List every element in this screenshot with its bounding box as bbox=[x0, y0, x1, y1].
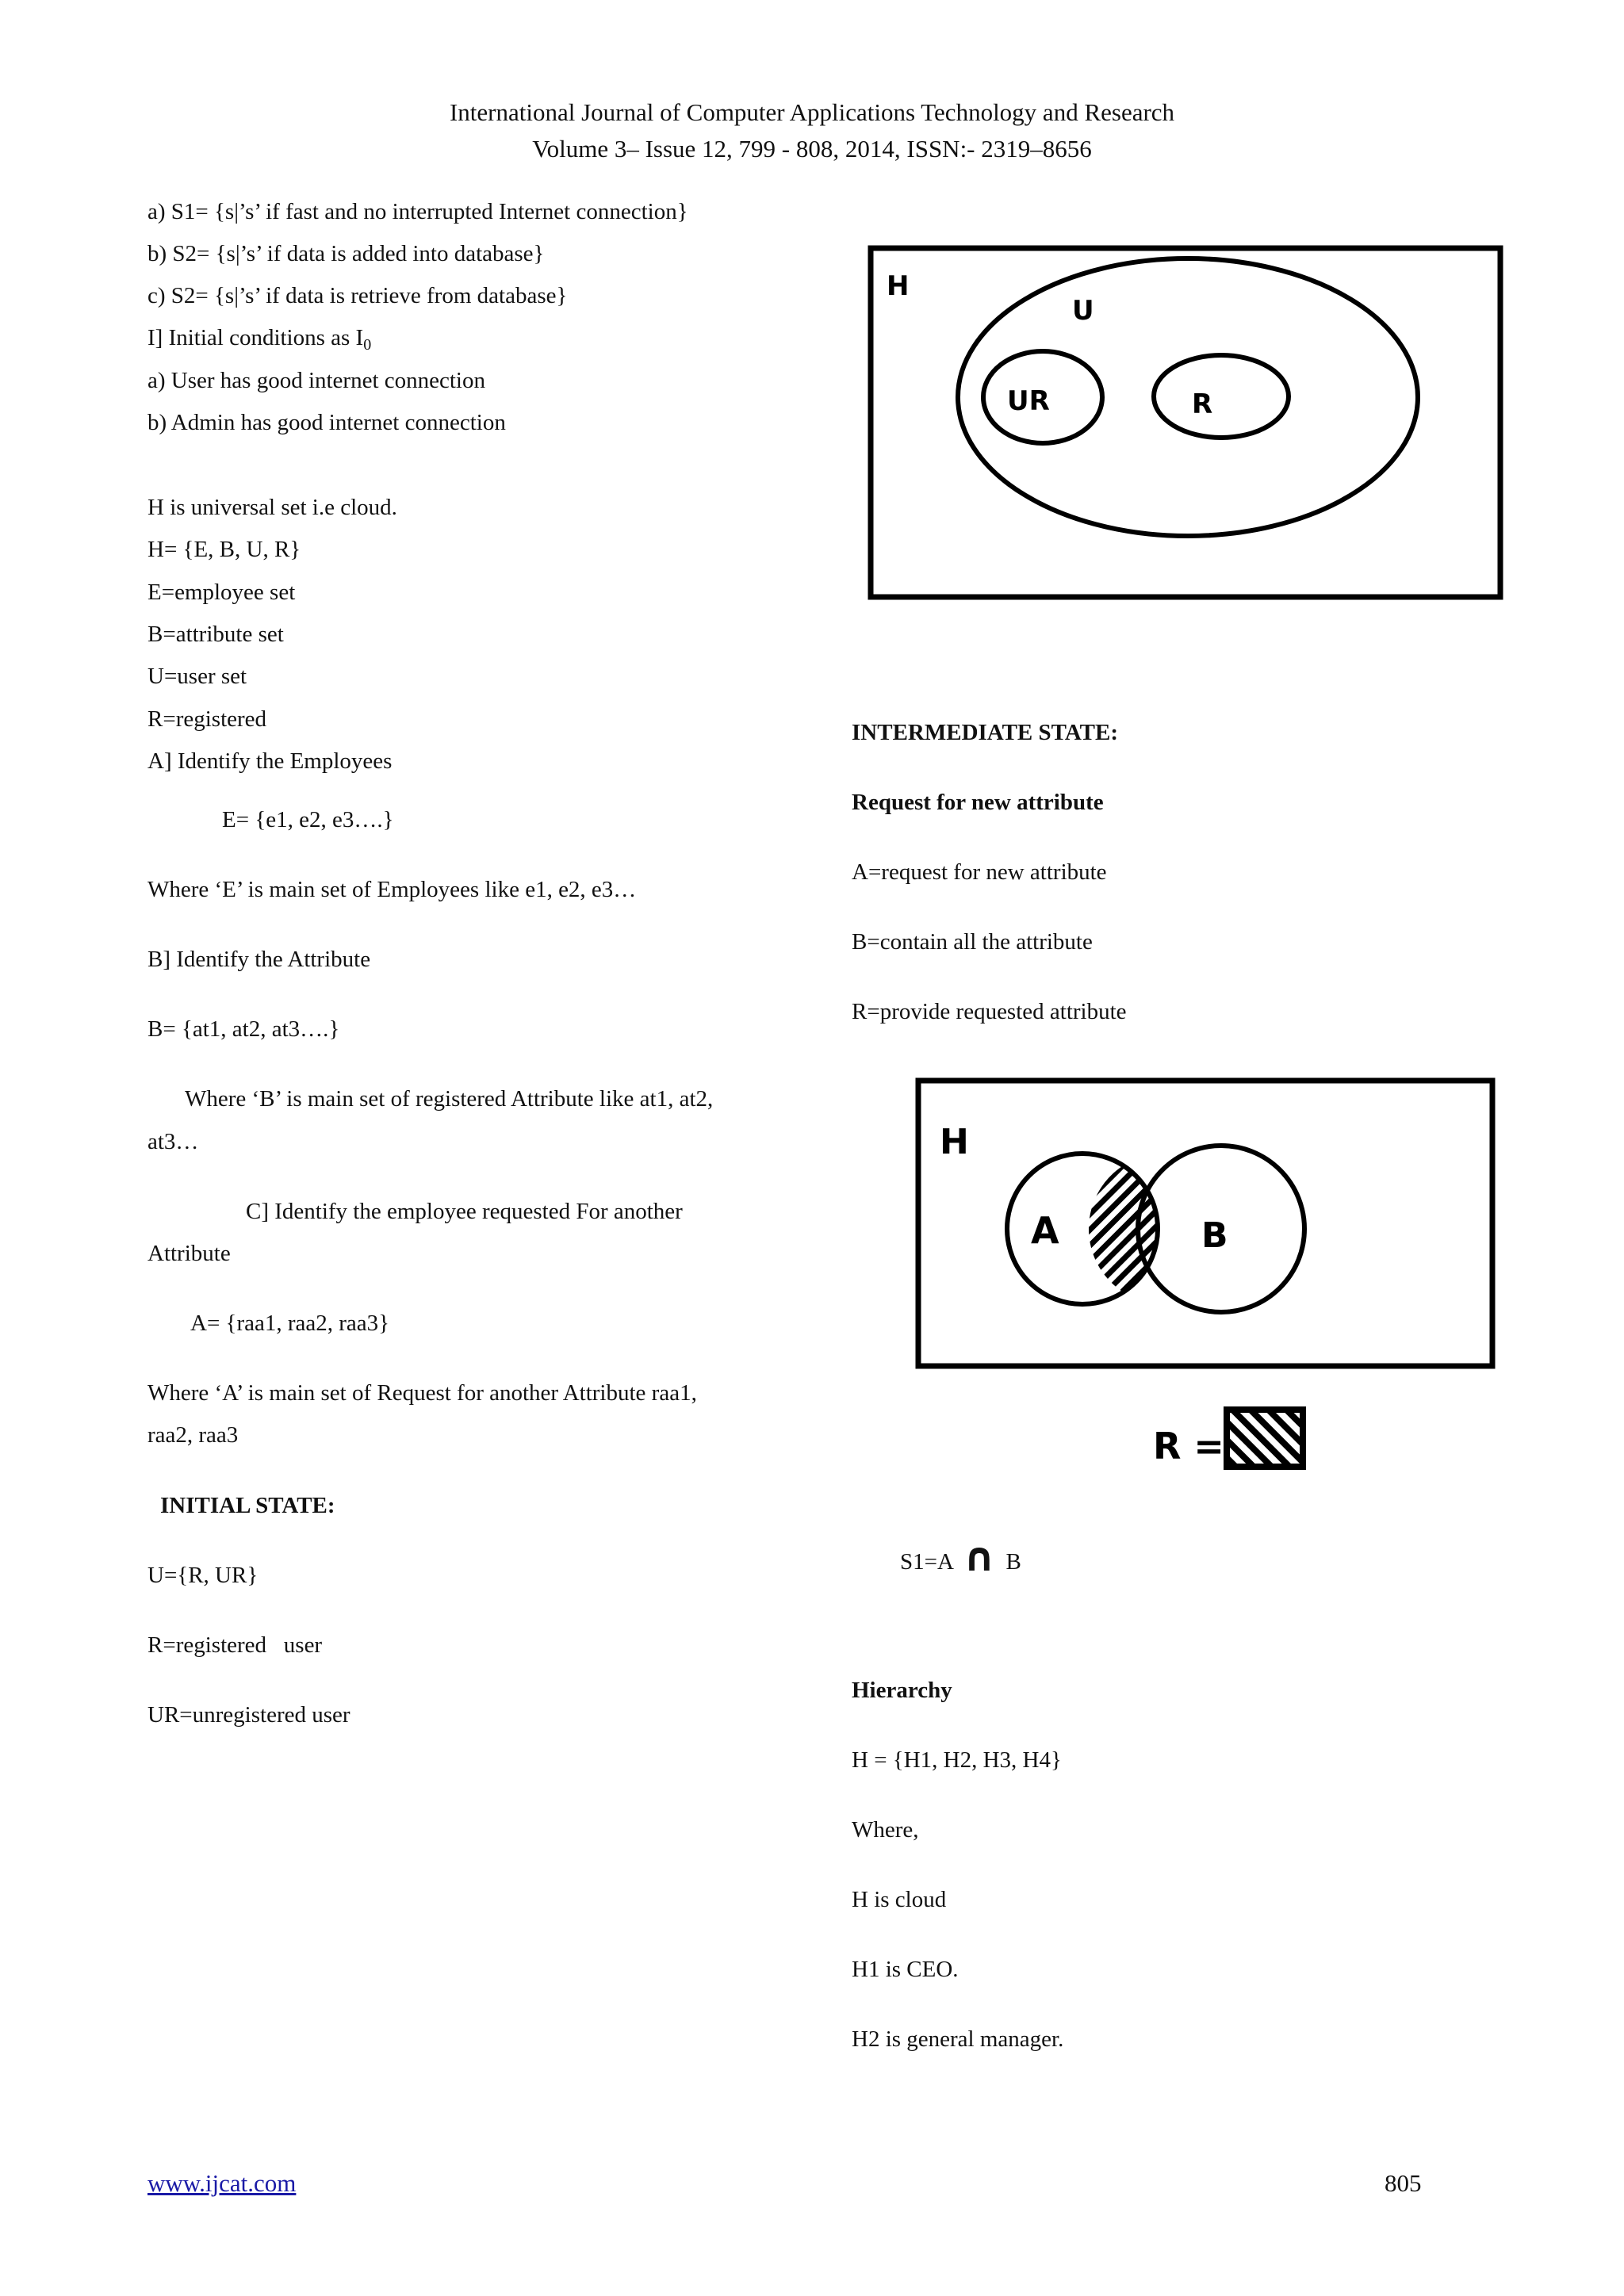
venn-diagram-initial bbox=[864, 242, 1507, 607]
attribute-set-desc-cont: at3… bbox=[147, 1129, 199, 1154]
fig2-label-b: B bbox=[1201, 1215, 1228, 1256]
intermediate-state-heading: INTERMEDIATE STATE: bbox=[852, 720, 1118, 745]
set-u-initial: U={R, UR} bbox=[147, 1563, 259, 1588]
set-h-def: H= {E, B, U, R} bbox=[147, 537, 301, 562]
venn-diagram-intermediate bbox=[912, 1074, 1499, 1376]
footer-website-link[interactable]: www.ijcat.com bbox=[147, 2169, 297, 2197]
where-label: Where, bbox=[852, 1817, 919, 1843]
fig2-label-a: A bbox=[1031, 1209, 1059, 1252]
fig1-label-r: R bbox=[1192, 388, 1213, 420]
fig1-label-u: U bbox=[1072, 295, 1094, 327]
set-e-def: E=employee set bbox=[147, 580, 296, 605]
legend-r bbox=[1150, 1403, 1308, 1475]
journal-volume: Volume 3– Issue 12, 799 - 808, 2014, ISSN:- 2319–8656 bbox=[532, 135, 1092, 163]
hierarchy-heading: Hierarchy bbox=[852, 1678, 952, 1703]
registered-user-def: R=registered user bbox=[147, 1632, 323, 1658]
state-s2-def: b) S2= {s|’s’ if data is added into database} bbox=[147, 241, 545, 266]
set-r-provide-def: R=provide requested attribute bbox=[852, 999, 1127, 1024]
initial-state-heading: INITIAL STATE: bbox=[160, 1493, 335, 1518]
identify-request-heading: C] Identify the employee requested For another bbox=[246, 1199, 683, 1224]
request-set: A= {raa1, raa2, raa3} bbox=[190, 1311, 390, 1336]
condition-admin: b) Admin has good internet connection bbox=[147, 410, 506, 435]
identify-request-heading-cont: Attribute bbox=[147, 1241, 231, 1266]
condition-user: a) User has good internet connection bbox=[147, 368, 485, 393]
request-set-desc: Where ‘A’ is main set of Request for another Attribute raa1, bbox=[147, 1380, 697, 1406]
request-set-desc-cont: raa2, raa3 bbox=[147, 1422, 239, 1448]
identify-attribute-heading: B] Identify the Attribute bbox=[147, 947, 371, 972]
state-s2b-def: c) S2= {s|’s’ if data is retrieve from database} bbox=[147, 283, 568, 308]
set-r-def: R=registered bbox=[147, 706, 267, 732]
h-is-cloud: H is cloud bbox=[852, 1887, 947, 1912]
h2-general-manager: H2 is general manager. bbox=[852, 2026, 1064, 2052]
fig1-label-h: H bbox=[887, 270, 910, 302]
fig2-label-h: H bbox=[940, 1122, 969, 1162]
set-b-def: B=attribute set bbox=[147, 622, 284, 647]
employee-set: E= {e1, e2, e3….} bbox=[222, 807, 394, 832]
request-new-attribute-heading: Request for new attribute bbox=[852, 790, 1104, 815]
h1-ceo: H1 is CEO. bbox=[852, 1957, 959, 1982]
universal-set-text: H is universal set i.e cloud. bbox=[147, 495, 397, 520]
legend-hatched-box bbox=[1227, 1410, 1303, 1467]
set-u-def: U=user set bbox=[147, 664, 247, 689]
set-a-def: A=request for new attribute bbox=[852, 859, 1107, 885]
legend-r-label: R = bbox=[1153, 1425, 1224, 1468]
hierarchy-set: H = {H1, H2, H3, H4} bbox=[852, 1747, 1062, 1773]
attribute-set: B= {at1, at2, at3….} bbox=[147, 1016, 340, 1042]
universal-set-box bbox=[871, 248, 1500, 597]
employee-set-desc: Where ‘E’ is main set of Employees like e1, e2, e3… bbox=[147, 877, 637, 902]
set-b-contain-def: B=contain all the attribute bbox=[852, 929, 1093, 955]
intersection-symbol: ∩ bbox=[963, 1534, 996, 1580]
state-s1-def: a) S1= {s|’s’ if fast and no interrupted Internet connection} bbox=[147, 199, 688, 224]
page-number: 805 bbox=[1385, 2169, 1422, 2197]
identify-employees-heading: A] Identify the Employees bbox=[147, 748, 393, 774]
initial-conditions-heading: I] Initial conditions as $I_0$ bbox=[147, 325, 372, 354]
attribute-set-desc: Where ‘B’ is main set of registered Attribute like at1, at2, bbox=[185, 1086, 714, 1112]
fig1-label-ur: UR bbox=[1007, 385, 1050, 417]
s1-formula: S1=A ∩ B bbox=[900, 1534, 1021, 1580]
unregistered-user-def: UR=unregistered user bbox=[147, 1702, 350, 1728]
journal-title: International Journal of Computer Applications Technology and Research bbox=[449, 98, 1175, 126]
